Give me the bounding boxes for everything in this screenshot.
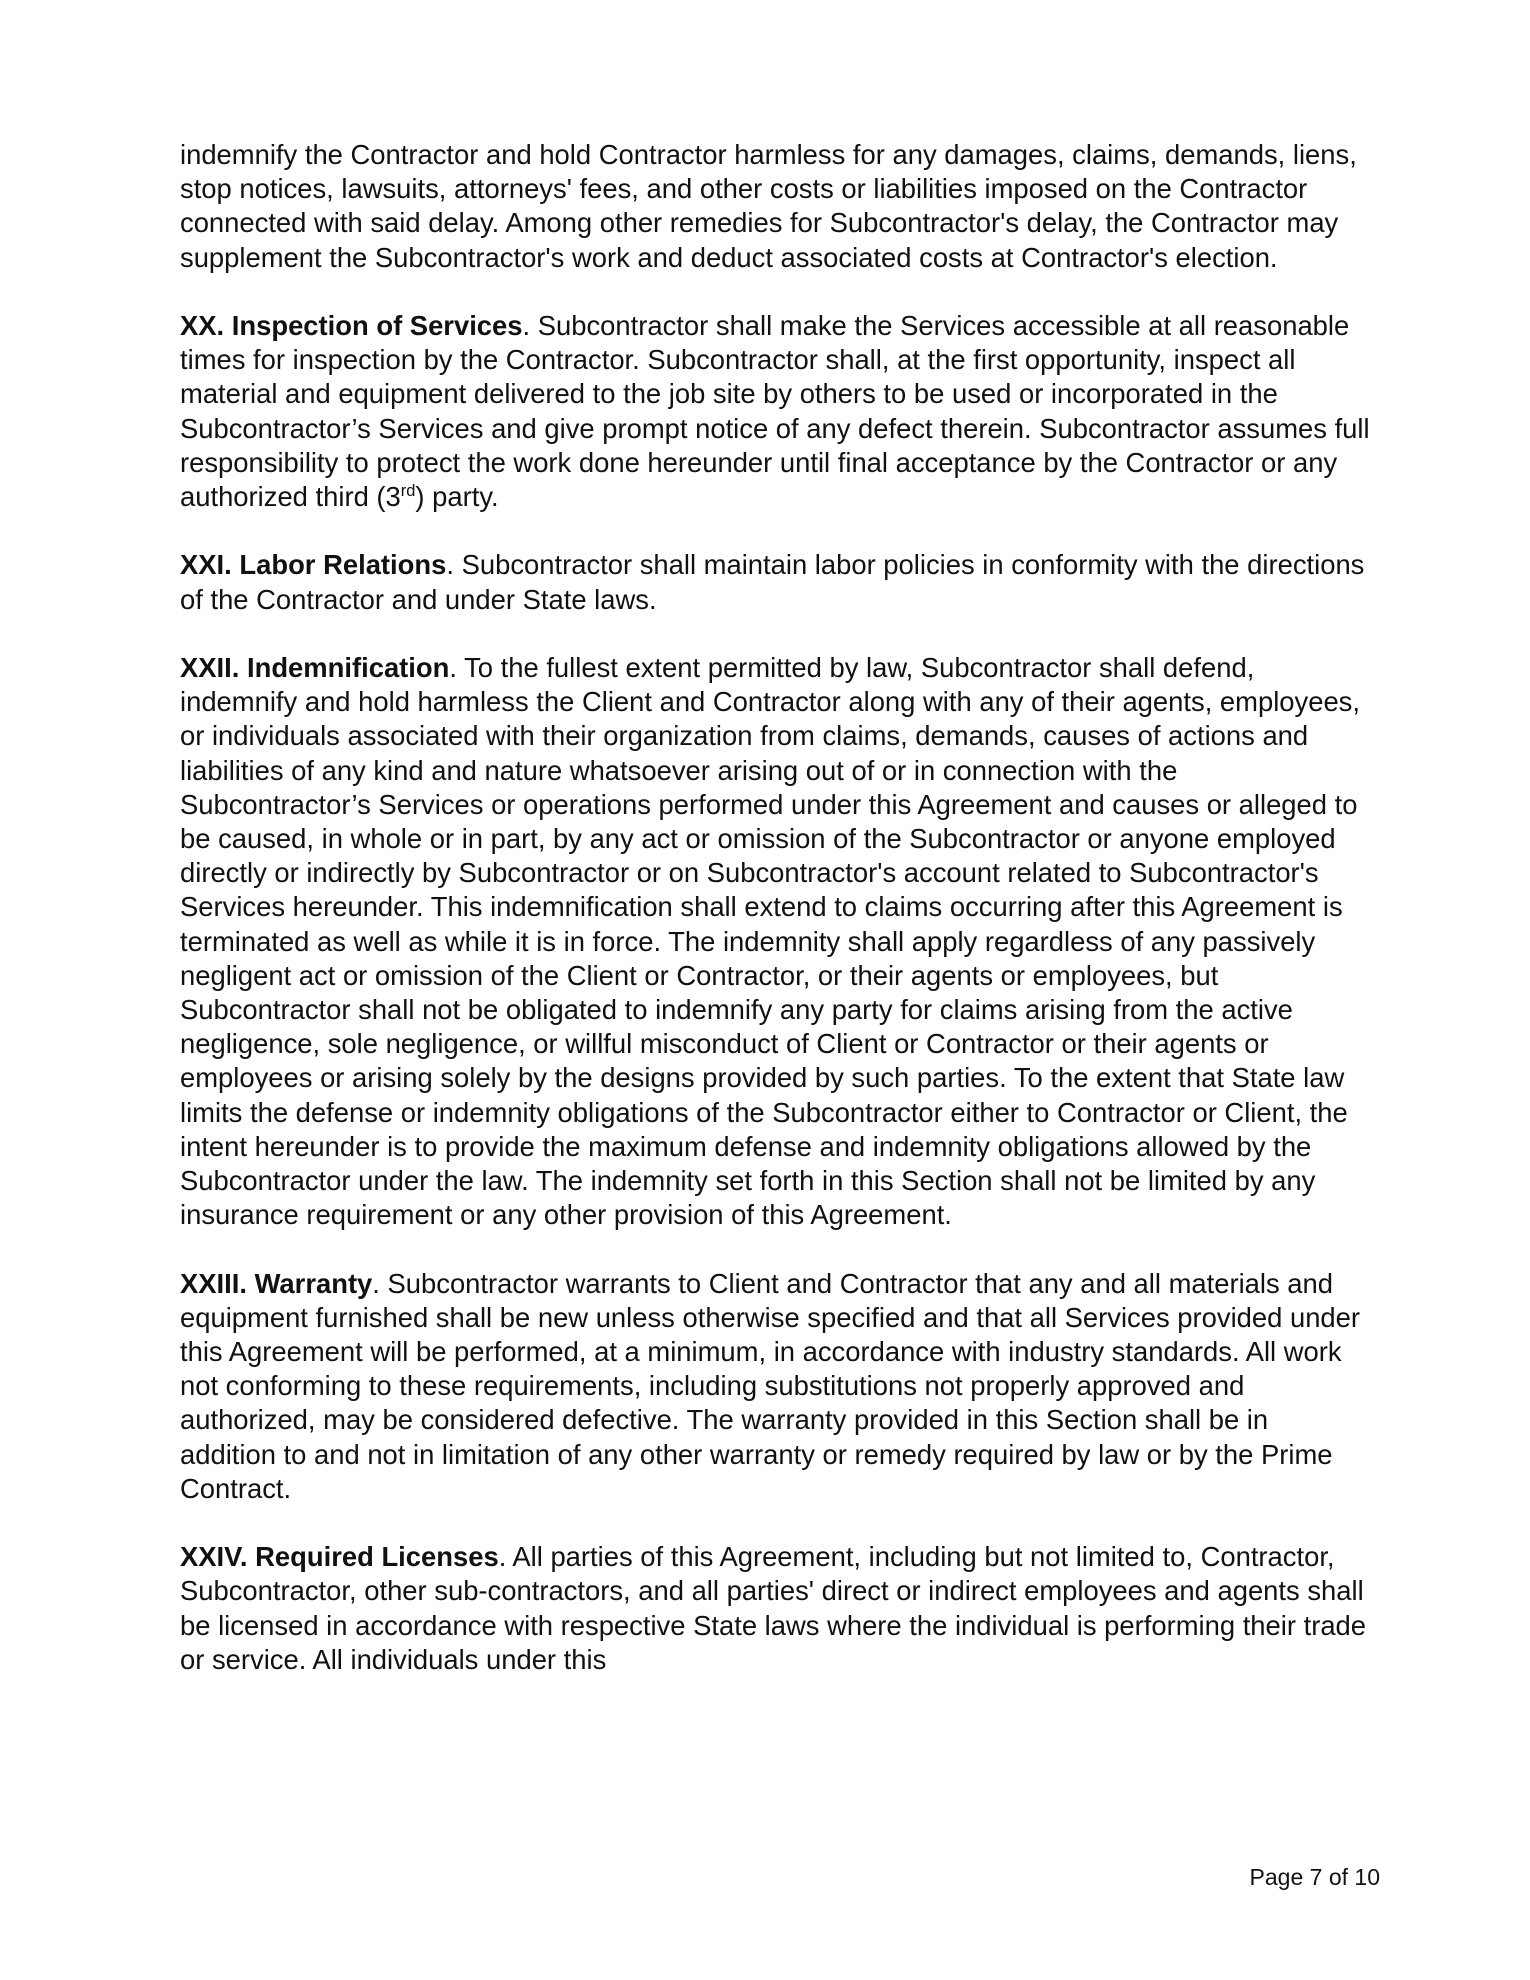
page-number: Page 7 of 10 xyxy=(1249,1864,1380,1890)
paragraph-text: indemnify the Contractor and hold Contractor harmless for any damages, claims, demands, liens, stop notices, lawsuits, attorneys' fees, and other costs or liabilities imposed on the Contractor connected with said delay. Among other remedies for Subcontractor's delay, the Contractor may supplement the Subcontractor's work and deduct associated costs at Contractor's election. xyxy=(180,139,1357,273)
section-warranty xyxy=(180,1267,1370,1506)
paragraph-text: . Subcontractor shall maintain labor policies in conformity with the directions of the Contractor and under State laws. xyxy=(180,549,1365,615)
section-heading: XXIV. Required Licenses xyxy=(180,1541,499,1573)
section-inspection-of-services xyxy=(180,309,1370,514)
section-heading: XXIII. Warranty xyxy=(180,1267,373,1299)
section-indemnification xyxy=(180,651,1370,1232)
ordinal-superscript: rd xyxy=(400,481,416,500)
section-required-licenses xyxy=(180,1540,1370,1677)
paragraph-text-end: ) party. xyxy=(415,481,499,513)
section-heading: XXII. Indemnification xyxy=(180,652,450,683)
paragraph-text: . To the fullest extent permitted by law, Subcontractor shall defend, indemnify and hold harmless the Client and Contractor along with any of their agents, employees, or individuals associated with their organization from claims, demands, causes of actions and liabilities of any kind and nature whatsoever arising out of or in connection with the Subcontractor’s Services or operations performed under this Agreement and causes or alleged to be caused, in whole or in part, by any act or omission of the Subcontractor or anyone employed directly or indirectly by Subcontractor or on Subcontractor's account related to Subcontractor's Services hereunder. This indemnification shall extend to claims occurring after this Agreement is terminated as well as while it is in force. The indemnity shall apply regardless of any passively negligent act or omission of the Client or Contractor, or their agents or employees, but Subcontractor shall not be obligated to indemnify any party for claims arising from the active negligence, sole negligence, or willful misconduct of Client or Contractor or their agents or employees or arising solely by the designs provided by such parties. To the extent that State law limits the defense or indemnity obligations of the Subcontractor either to Contractor or Client, the intent hereunder is to provide the maximum defense and indemnity obligations allowed by the Subcontractor under the law. The indemnity set forth in this Section shall not be limited by any insurance requirement or any other provision of this Agreement. xyxy=(180,652,1360,1231)
paragraph-text: . Subcontractor shall make the Services accessible at all reasonable times for inspection by the Contractor. Subcontractor shall, at the first opportunity, inspect all material and equipment delivered to the job site by others to be used or incorporated in the Subcontractor’s Services and give prompt notice of any defect therein. Subcontractor assumes full responsibility to protect the work done hereunder until final acceptance by the Contractor or any authorized third (3 xyxy=(180,310,1370,513)
section-labor-relations xyxy=(180,548,1370,616)
document-body xyxy=(180,138,1370,1711)
section-heading: XXI. Labor Relations xyxy=(180,549,447,581)
paragraph-text: . All parties of this Agreement, including but not limited to, Contractor, Subcontractor, other sub-contractors, and all parties' direct or indirect employees and agents shall be licensed in accordance with respective State laws where the individual is performing their trade or service. All individuals under this xyxy=(180,1541,1367,1675)
paragraph-text: . Subcontractor warrants to Client and Contractor that any and all materials and equipment furnished shall be new unless otherwise specified and that all Services provided under this Agreement will be performed, at a minimum, in accordance with industry standards. All work not conforming to these requirements, including substitutions not properly approved and authorized, may be considered defective. The warranty provided in this Section shall be in addition to and not in limitation of any other warranty or remedy required by law or by the Prime Contract. xyxy=(180,1267,1361,1504)
paragraph-delay-continuation xyxy=(180,138,1370,275)
section-heading: XX. Inspection of Services xyxy=(180,310,523,341)
